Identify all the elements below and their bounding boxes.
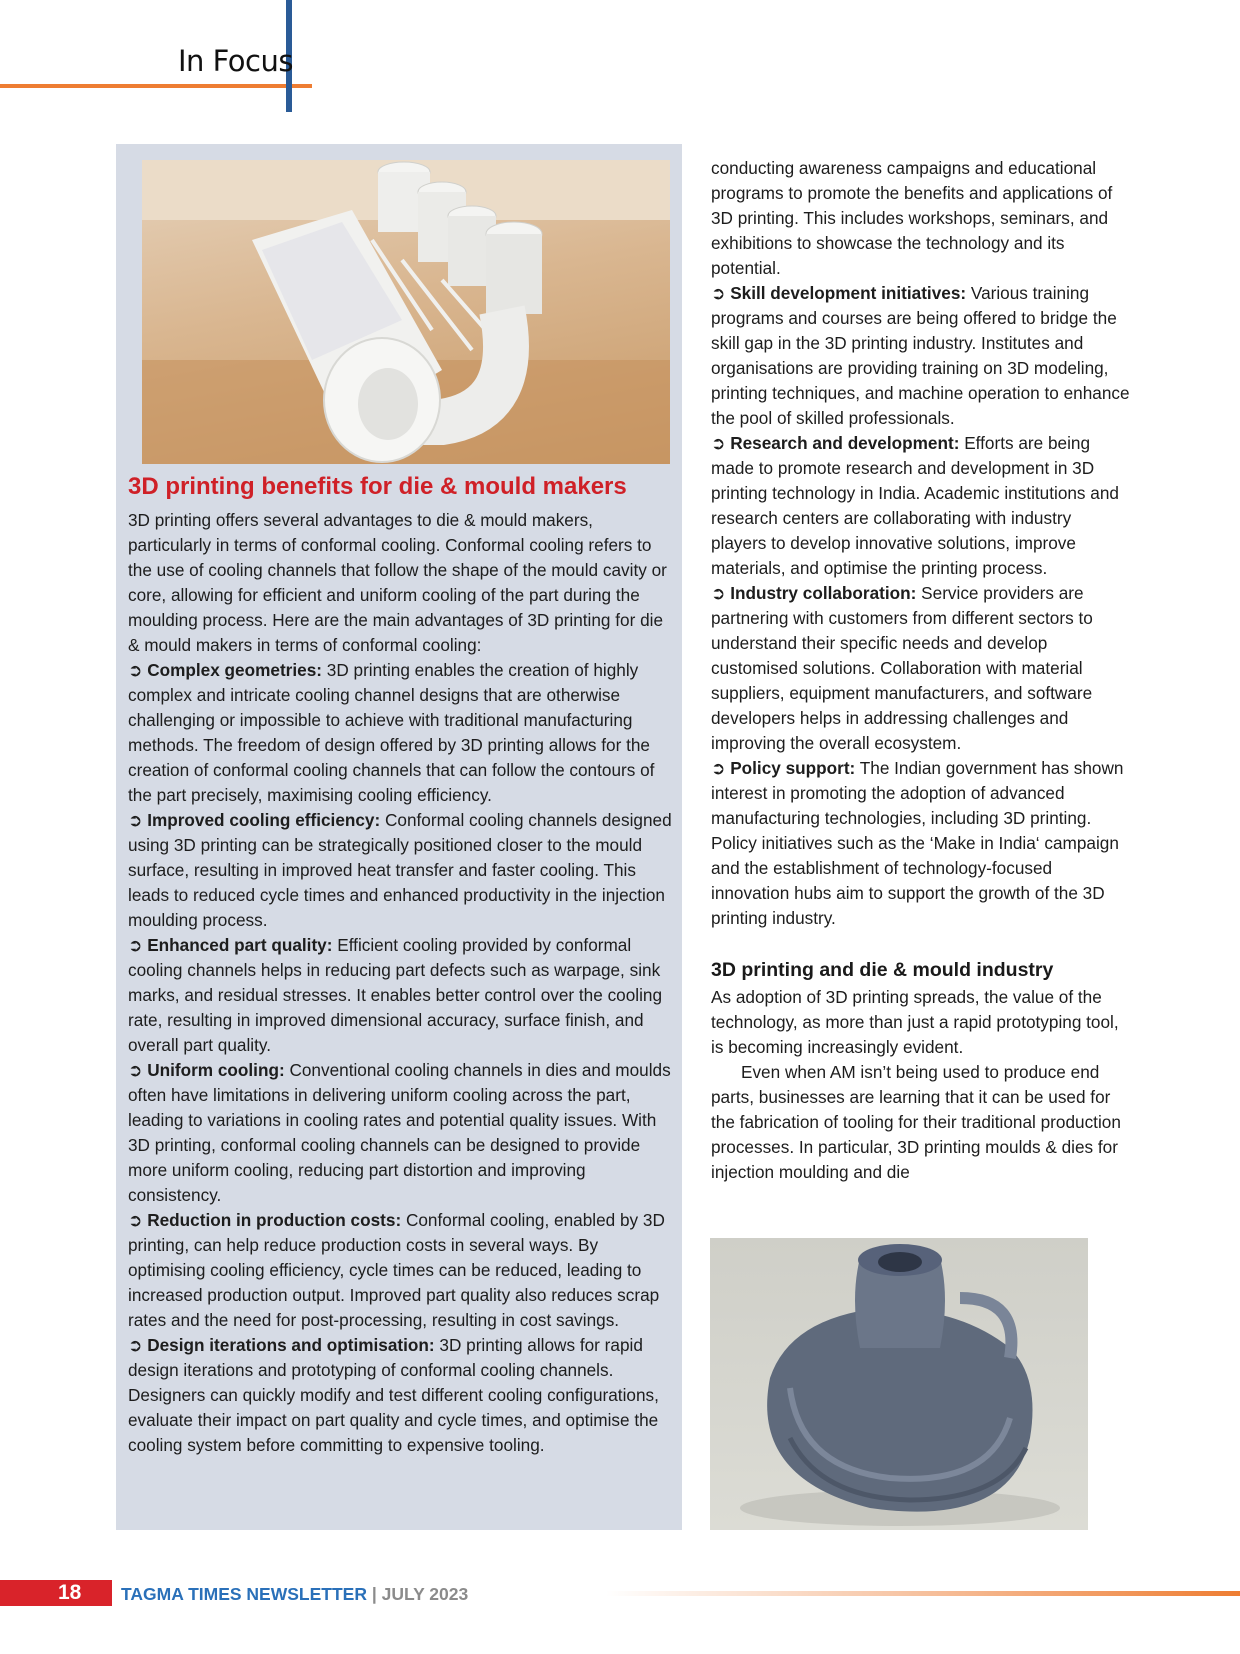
arrow-bullet-icon: ➲	[128, 1060, 143, 1080]
arrow-bullet-icon: ➲	[711, 433, 726, 453]
list-item	[128, 808, 674, 933]
item-title: Industry collaboration:	[730, 583, 917, 603]
arrow-bullet-icon: ➲	[128, 935, 143, 955]
list-item	[128, 1208, 674, 1333]
issue-date: JULY 2023	[381, 1584, 469, 1604]
footer-rule	[606, 1591, 1240, 1596]
item-title: Uniform cooling:	[147, 1060, 285, 1080]
item-text: Efforts are being made to promote research and development in 3D printing technology in India. Academic institutions and research centers are collaborating with industry players to develop innovative solutions, improve materials, and optimise the printing process.	[711, 433, 1119, 578]
item-title: Design iterations and optimisation:	[147, 1335, 435, 1355]
item-title: Improved cooling efficiency:	[147, 810, 381, 830]
item-title: Enhanced part quality:	[147, 935, 333, 955]
arrow-bullet-icon: ➲	[128, 1335, 143, 1355]
body-paragraph: As adoption of 3D printing spreads, the value of the technology, as more than just a rapid prototyping tool, is becoming increasingly evident.	[711, 987, 1119, 1057]
publication-footer	[121, 1583, 468, 1605]
list-item	[128, 1333, 674, 1458]
item-title: Reduction in production costs:	[147, 1210, 402, 1230]
arrow-bullet-icon: ➲	[711, 283, 726, 303]
list-item	[711, 281, 1131, 431]
arrow-bullet-icon: ➲	[128, 810, 143, 830]
footer-separator: |	[371, 1584, 377, 1604]
main-article	[711, 156, 1131, 1185]
list-item	[711, 756, 1131, 931]
item-text: Conventional cooling channels in dies and moulds often have limitations in delivering uniform cooling across the part, leading to variations in cooling rates and potential quality issues. With 3D printing, conformal cooling channels can be designed to provide more uniform cooling, reducing part distortion and improving consistency.	[128, 1060, 671, 1205]
arrow-bullet-icon: ➲	[711, 583, 726, 603]
arrow-bullet-icon: ➲	[128, 660, 143, 680]
item-text: Conformal cooling channels designed using 3D printing can be strategically positioned closer to the mould surface, resulting in improved heat transfer and faster cooling. This leads to reduced cycle times and enhanced productivity in the injection moulding process.	[128, 810, 672, 930]
list-item	[711, 581, 1131, 756]
item-text: 3D printing enables the creation of highly complex and intricate cooling channel designs that are otherwise challenging or impossible to achieve with traditional manufacturing methods. The freedom of design offered by 3D printing allows for the creation of conformal cooling channels that can follow the contours of the part precisely, maximising cooling efficiency.	[128, 660, 655, 805]
body-paragraph: Even when AM isn’t being used to produce end parts, businesses are learning that it can be used for the fabrication of tooling for their traditional production processes. In particular, 3D printing moulds & dies for injection moulding and die	[711, 1062, 1121, 1182]
item-title: Policy support:	[730, 758, 856, 778]
header-rule-horizontal	[0, 84, 312, 88]
item-text: Efficient cooling provided by conformal cooling channels helps in reducing part defects such as warpage, sink marks, and residual stresses. It enables better control over the cooling rate, resulting in improved dimensional accuracy, surface finish, and overall part quality.	[128, 935, 663, 1055]
subheading: 3D printing and die & mould industry	[711, 959, 1054, 981]
list-item	[128, 933, 674, 1058]
page-number-box	[0, 1580, 112, 1606]
item-text: Various training programs and courses are being offered to bridge the skill gap in the 3D printing industry. Institutes and organisations are providing training on 3D modeling, printing techniques, and machine operation to enhance the pool of skilled professionals.	[711, 283, 1130, 428]
item-text: Conformal cooling, enabled by 3D printing, can help reduce production costs in several ways. By optimising cooling efficiency, cycle times can be reduced, leading to increased production output. Improved part quality also reduces scrap rates and the need for post-processing, resulting in cost savings.	[128, 1210, 665, 1330]
spiral-part-photo	[710, 1238, 1088, 1530]
sidebar-heading: 3D printing benefits for die & mould makers	[128, 473, 627, 500]
item-text: Service providers are partnering with customers from different sectors to understand their specific needs and develop customised solutions. Collaboration with material suppliers, equipment manufacturers, and software developers helps in addressing challenges and improving the overall ecosystem.	[711, 583, 1093, 753]
arrow-bullet-icon: ➲	[128, 1210, 143, 1230]
arrow-bullet-icon: ➲	[711, 758, 726, 778]
item-title: Complex geometries:	[147, 660, 322, 680]
list-item	[128, 658, 674, 808]
item-text: 3D printing allows for rapid design iterations and prototyping of conformal cooling channels. Designers can quickly modify and test different cooling configurations, evaluate their impact on part quality and cycle times, and optimise the cooling system before committing to expensive tooling.	[128, 1335, 659, 1455]
continuation-paragraph: conducting awareness campaigns and educational programs to promote the benefits and applications of 3D printing. This includes workshops, seminars, and exhibitions to showcase the technology and its potential.	[711, 158, 1113, 278]
item-text: The Indian government has shown interest in promoting the adoption of advanced manufacturing technologies, including 3D printing. Policy initiatives such as the ‘Make in India‘ campaign and the establishment of technology-focused innovation hubs aim to support the growth of the 3D printing industry.	[711, 758, 1124, 928]
list-item	[711, 431, 1131, 581]
item-title: Skill development initiatives:	[730, 283, 967, 303]
sidebar-article	[128, 470, 674, 1458]
sidebar-intro: 3D printing offers several advantages to die & mould makers, particularly in terms of conformal cooling. Conformal cooling refers to the use of cooling channels that follow the shape of the mould cavity or core, allowing for efficient and uniform cooling of the part during the moulding process. Here are the main advantages of 3D printing for die & mould makers in terms of conformal cooling:	[128, 510, 667, 655]
item-title: Research and development:	[730, 433, 960, 453]
publication-name: TAGMA TIMES NEWSLETTER	[121, 1584, 367, 1604]
section-label: In Focus	[178, 44, 293, 78]
manifold-photo	[142, 160, 670, 464]
page-number: 18	[58, 1581, 82, 1604]
list-item	[128, 1058, 674, 1208]
